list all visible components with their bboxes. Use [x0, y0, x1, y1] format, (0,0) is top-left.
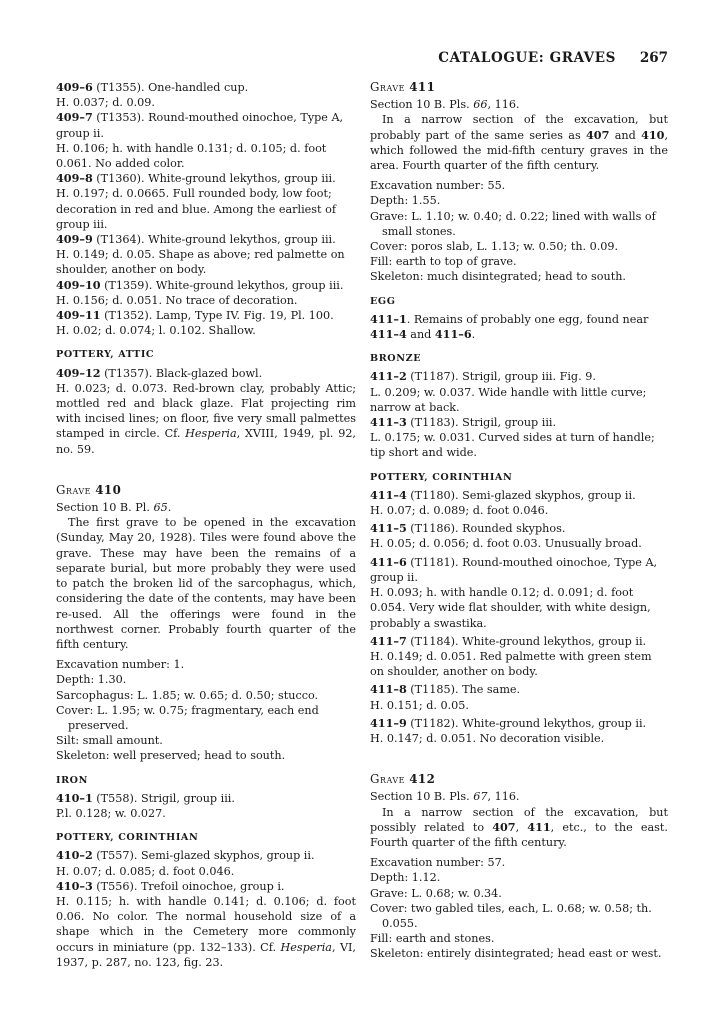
grave-description [370, 805, 668, 851]
entry-id: 411–9 [370, 715, 407, 730]
entry-detail: H. 0.115; h. with handle 0.141; d. 0.106; d. foot 0.06. No color. The normal household size of a shape which in the Cemetery more commonly occurs in miniature (pp. 132–133). Cf. [56, 894, 356, 954]
catalogue-entry [370, 369, 668, 415]
desc-part: In a narrow section of the excavation, but possibly related to [370, 805, 668, 834]
entry-detail: H. 0.149; d. 0.05. Shape as above; red palmette on shoulder, another on body. [56, 248, 345, 277]
entry-detail: L. 0.209; w. 0.037. Wide handle with little curve; narrow at back. [370, 385, 647, 414]
section-text-end: , 116. [487, 98, 520, 112]
entry-description: (T1181). Round-mouthed oinochoe, Type A, group ii. [370, 555, 658, 584]
grave-fact: Grave: L. 0.68; w. 0.34. [370, 886, 502, 900]
grave-fact: Silt: small amount. [56, 734, 163, 748]
entry-ref: 411–6 [434, 327, 472, 342]
grave-title-410 [56, 483, 356, 498]
catalogue-entry [370, 488, 668, 518]
entry-id: 411–3 [370, 415, 407, 430]
grave-label: Grave [56, 482, 91, 497]
section-heading-egg: EGG [370, 295, 396, 307]
desc-part: , etc., to the east. Fourth quarter of the fifth century. [370, 820, 668, 849]
catalogue-entry [370, 415, 668, 461]
entry-description: (T1180). Semi-glazed skyphos, group ii. [406, 488, 636, 502]
grave-fact: Excavation number: 57. [370, 856, 506, 870]
grave-fact: Excavation number: 55. [370, 179, 506, 193]
entry-detail: H. 0.147; d. 0.051. No decoration visible. [370, 731, 605, 745]
entry-description: (T1187). Strigil, group iii. Fig. 9. [406, 370, 596, 384]
desc-part: and [609, 128, 642, 142]
plate-ref: 66 [473, 98, 488, 112]
grave-fact: Depth: 1.55. [370, 194, 441, 208]
grave-fact: Skeleton: entirely disintegrated; head east or west. [370, 947, 662, 961]
entry-id: 409–12 [56, 365, 101, 380]
desc-part: , [515, 820, 528, 834]
running-head: CATALOGUE: GRAVES [438, 50, 616, 66]
grave-fact: Grave: L. 1.10; w. 0.40; d. 0.22; lined with walls of small stones. [370, 209, 656, 238]
catalogue-entry [56, 791, 356, 821]
section-text: Section 10 B. Pls. [370, 790, 474, 804]
entry-detail: H. 0.149; d. 0.051. Red palmette with green stem on shoulder, another on body. [370, 649, 652, 679]
section-heading-pottery-corinthian: POTTERY, CORINTHIAN [56, 832, 199, 844]
entry-detail: H. 0.07; d. 0.089; d. foot 0.046. [370, 504, 549, 518]
journal-title: Hesperia [280, 940, 332, 954]
entry-description: (T558). Strigil, group iii. [92, 791, 235, 805]
entry-detail: L. 0.175; w. 0.031. Curved sides at turn of handle; tip short and wide. [370, 431, 655, 460]
entry-id: 411–7 [370, 633, 407, 648]
section-text: Section 10 B. Pls. [370, 98, 474, 112]
catalogue-entry [56, 278, 356, 308]
grave-ref: 410 [641, 127, 665, 142]
entry-id: 409–10 [56, 277, 101, 292]
entry-description: (T1186). Rounded skyphos. [406, 522, 566, 536]
entry-description: (T1353). Round-mouthed oinochoe, Type A, group ii. [56, 111, 344, 140]
grave-ref: 411 [527, 819, 551, 834]
entry-detail: H. 0.023; d. 0.073. Red-brown clay, probably Attic; mottled red and black glaze. Flat projecting rim with incised lines; on floor, five very small palmettes stamped in circle. Cf. [56, 381, 356, 441]
plate-ref: 65 [153, 501, 168, 515]
entry-detail: H. 0.151; d. 0.05. [370, 698, 469, 712]
catalogue-entry [56, 308, 356, 338]
entry-detail-end: , XVIII, 1949, pl. 92, no. 59. [56, 427, 356, 456]
grave-fact: Sarcophagus: L. 1.85; w. 0.65; d. 0.50; stucco. [56, 688, 319, 702]
grave-fact: Fill: earth and stones. [370, 932, 495, 946]
grave-fact: Skeleton: well preserved; head to south. [56, 749, 286, 763]
entry-description: (T556). Trefoil oinochoe, group i. [92, 879, 285, 893]
entry-description: (T1352). Lamp, Type IV. Fig. 19, Pl. 100. [100, 309, 334, 323]
entry-description: (T1357). Black-glazed bowl. [100, 366, 263, 380]
entry-detail-end: , VI, 1937, p. 287, no. 123, fig. 23. [56, 940, 356, 969]
entry-id: 411–5 [370, 521, 407, 536]
entry-description: (T1355). One-handled cup. [92, 81, 249, 94]
entry-id: 410–3 [56, 878, 93, 893]
entry-detail: P.l. 0.128; w. 0.027. [56, 806, 166, 820]
entry-description: (T1185). The same. [406, 683, 521, 697]
grave-description [370, 112, 668, 173]
grave-fact: Depth: 1.30. [56, 673, 127, 687]
catalogue-entry [370, 312, 668, 342]
grave-fact: Cover: two gabled tiles, each, L. 0.68; w. 0.58; th. 0.055. [370, 901, 652, 930]
entry-description: . [471, 328, 476, 342]
grave-number: 410 [95, 482, 122, 497]
right-column [370, 80, 668, 962]
entry-description: (T1360). White-ground lekythos, group iii. [92, 172, 336, 186]
journal-title: Hesperia [185, 427, 237, 441]
section-heading-pottery-corinthian: POTTERY, CORINTHIAN [370, 471, 513, 483]
grave-fact: Fill: earth to top of grave. [370, 255, 517, 269]
catalogue-entry [56, 110, 356, 171]
entry-description: (T1184). White-ground lekythos, group ii. [406, 634, 647, 648]
grave-ref: 407 [492, 819, 516, 834]
entry-detail: H. 0.093; h. with handle 0.12; d. 0.091; d. foot 0.054. Very wide flat shoulder, with white design, probably a swastika. [370, 586, 651, 630]
entry-id: 411–2 [370, 369, 407, 384]
entry-id: 411–4 [370, 487, 407, 502]
section-text: Section 10 B. Pl. [56, 501, 154, 515]
grave-fact: Cover: L. 1.95; w. 0.75; fragmentary, each end preserved. [56, 703, 319, 732]
left-column [56, 80, 356, 970]
grave-section: Section 10 B. Pl. 65. [56, 501, 172, 515]
entry-id: 409–7 [56, 110, 93, 125]
section-heading-pottery-attic: POTTERY, ATTIC [56, 349, 155, 361]
grave-fact: Depth: 1.12. [370, 871, 441, 885]
section-heading-iron: IRON [56, 774, 88, 786]
entry-detail: H. 0.037; d. 0.09. [56, 96, 155, 110]
catalogue-entry [56, 80, 356, 110]
entry-id: 409–9 [56, 232, 93, 247]
page-header [56, 50, 668, 70]
entry-description: . Remains of probably one egg, found near [406, 312, 649, 326]
section-heading-bronze: BRONZE [370, 353, 422, 365]
entry-detail: H. 0.156; d. 0.051. No trace of decoration. [56, 293, 298, 307]
entry-description: (T1364). White-ground lekythos, group iii. [92, 233, 336, 247]
desc-part: In a narrow section of the excavation, but probably part of the same series as [370, 113, 668, 142]
entry-description: and [406, 328, 435, 342]
grave-ref: 407 [586, 127, 610, 142]
grave-label: Grave [370, 80, 405, 94]
grave-number: 412 [409, 772, 436, 787]
grave-description: The first grave to be opened in the excavation (Sunday, May 20, 1928). Tiles were found above the grave. These may have been the remains of a separate burial, but more probably they were used to patch the broken lid of the sarcophagus, which, considering the date of the contents, may have been re-used. All the offerings were found in the northwest corner. Probably fourth quarter of the fifth century. [56, 516, 356, 651]
entry-detail: H. 0.02; d. 0.074; l. 0.102. Shallow. [56, 324, 256, 338]
entry-id: 409–11 [56, 308, 101, 323]
entry-description: (T1182). White-ground lekythos, group ii. [406, 716, 647, 730]
entry-id: 409–8 [56, 171, 93, 186]
entry-detail: H. 0.07; d. 0.085; d. foot 0.046. [56, 864, 235, 878]
catalogue-entry [56, 232, 356, 278]
catalogue-entry [370, 521, 668, 551]
entry-id: 409–6 [56, 80, 93, 94]
grave-section [370, 789, 668, 804]
entry-description: (T557). Semi-glazed skyphos, group ii. [92, 849, 315, 863]
catalogue-entry [56, 366, 356, 457]
section-text-end: , 116. [487, 790, 520, 804]
grave-label: Grave [370, 772, 405, 787]
catalogue-entry [56, 171, 356, 232]
entry-id: 411–6 [370, 554, 407, 569]
entry-detail: H. 0.197; d. 0.0665. Full rounded body, low foot; decoration in red and blue. Among the earliest of group iii. [56, 187, 336, 231]
entry-description: (T1359). White-ground lekythos, group iii. [100, 278, 344, 292]
grave-number: 411 [409, 80, 436, 94]
entry-id: 411–8 [370, 682, 407, 697]
entry-id: 410–1 [56, 790, 93, 805]
grave-title-411 [370, 80, 668, 95]
entry-ref: 411–4 [370, 327, 407, 342]
grave-section [370, 97, 668, 112]
desc-part: , which followed the mid-fifth century graves in the area. Fourth quarter of the fifth century. [370, 128, 668, 173]
entry-detail: H. 0.05; d. 0.056; d. foot 0.03. Unusually broad. [370, 537, 642, 551]
plate-ref: 67 [473, 790, 488, 804]
page-number: 267 [639, 50, 668, 66]
entry-description: (T1183). Strigil, group iii. [406, 416, 557, 430]
grave-title-412 [370, 772, 668, 787]
catalogue-entry [370, 634, 668, 680]
catalogue-entry [370, 716, 668, 746]
grave-fact: Cover: poros slab, L. 1.13; w. 0.50; th. 0.09. [370, 240, 619, 254]
entry-id: 411–1 [370, 311, 407, 326]
grave-fact: Skeleton: much disintegrated; head to south. [370, 270, 626, 284]
catalogue-entry [370, 555, 668, 631]
entry-detail: H. 0.106; h. with handle 0.131; d. 0.105; d. foot 0.061. No added color. [56, 141, 327, 171]
entry-id: 410–2 [56, 848, 93, 863]
grave-fact: Excavation number: 1. [56, 658, 185, 672]
catalogue-entry [56, 879, 356, 970]
catalogue-entry [370, 682, 668, 712]
catalogue-entry [56, 848, 356, 878]
